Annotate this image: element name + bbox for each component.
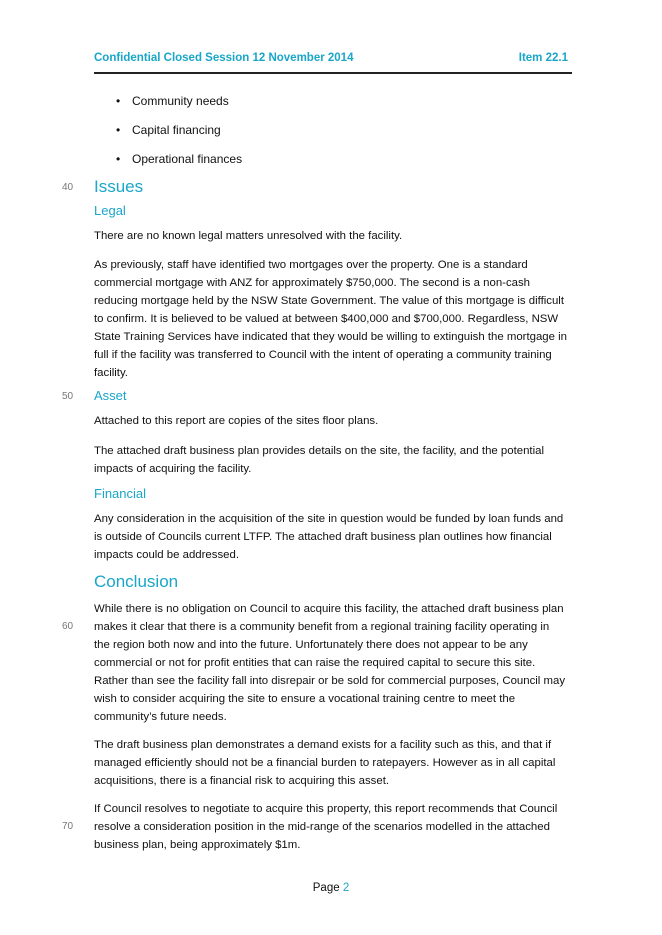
bullet-icon: • (116, 152, 121, 166)
bullet-item: • Capital financing (116, 123, 221, 137)
page-number: 2 (342, 882, 350, 894)
bullet-item: • Operational finances (116, 152, 243, 166)
line-number: 60 (62, 621, 74, 632)
page-header (94, 52, 572, 74)
line-number: 70 (62, 821, 74, 832)
line-number: 50 (62, 391, 74, 402)
paragraph: Attached to this report are copies of the sites floor plans. (94, 415, 379, 427)
paragraph: While there is no obligation on Council to acquire this facility, the attached draft business plan makes it clear that there is a community benefit from a regional training facility operating in the region both now and into the future. Unfortunately there does not appear to be any commercial or not for profit entities that can raise the required capital to secure this site. Rather than see the facility fall into disrepair or be sold for commercial purposes, Council may wish to consider acquiring the site to ensure a vocational training centre to meet the community’s future needs. (94, 603, 566, 723)
header-item-number: Item 22.1 (518, 52, 568, 64)
footer-label: Page (312, 882, 340, 894)
paragraph: The attached draft business plan provides details on the site, the facility, and the potential impacts of acquiring the facility. (94, 445, 544, 475)
header-title: Confidential Closed Session 12 November 2014 (94, 52, 354, 64)
heading-financial: Financial (94, 486, 147, 501)
page-footer (0, 882, 662, 894)
paragraph: As previously, staff have identified two mortgages over the property. One is a standard commercial mortgage with ANZ for approximately $750,000. The second is a non-cash reducing mortgage held by the NSW State Government. The value of this mortgage is difficult to confirm. It is believed to be valued at between $400,000 and $700,000. Regardless, NSW State Training Services have indicated that they would be willing to extinguish the mortgage in full if the facility was transferred to Council with the intent of operating a community training facility. (94, 259, 567, 379)
paragraph: The draft business plan demonstrates a demand exists for a facility such as this, and that if managed efficiently should not be a financial burden to ratepayers. However as in all capital acquisitions, there is a financial risk to acquiring this asset. (94, 739, 556, 787)
bullet-item: • Community needs (116, 94, 229, 108)
heading-asset: Asset (94, 388, 127, 403)
paragraph: Any consideration in the acquisition of the site in question would be funded by loan funds and is outside of Councils current LTFP. The attached draft business plan outlines how financial impacts could be addressed. (94, 513, 564, 561)
paragraph: If Council resolves to negotiate to acquire this property, this report recommends that Council resolve a consideration position in the mid-range of the scenarios modelled in the attached business plan, being approximately $1m. (94, 803, 558, 851)
heading-conclusion: Conclusion (94, 572, 179, 591)
bullet-icon: • (116, 123, 121, 137)
heading-legal: Legal (94, 203, 126, 218)
bullet-icon: • (116, 94, 121, 108)
line-number: 40 (62, 182, 74, 193)
paragraph: There are no known legal matters unresolved with the facility. (94, 230, 403, 242)
heading-issues: Issues (94, 177, 144, 196)
